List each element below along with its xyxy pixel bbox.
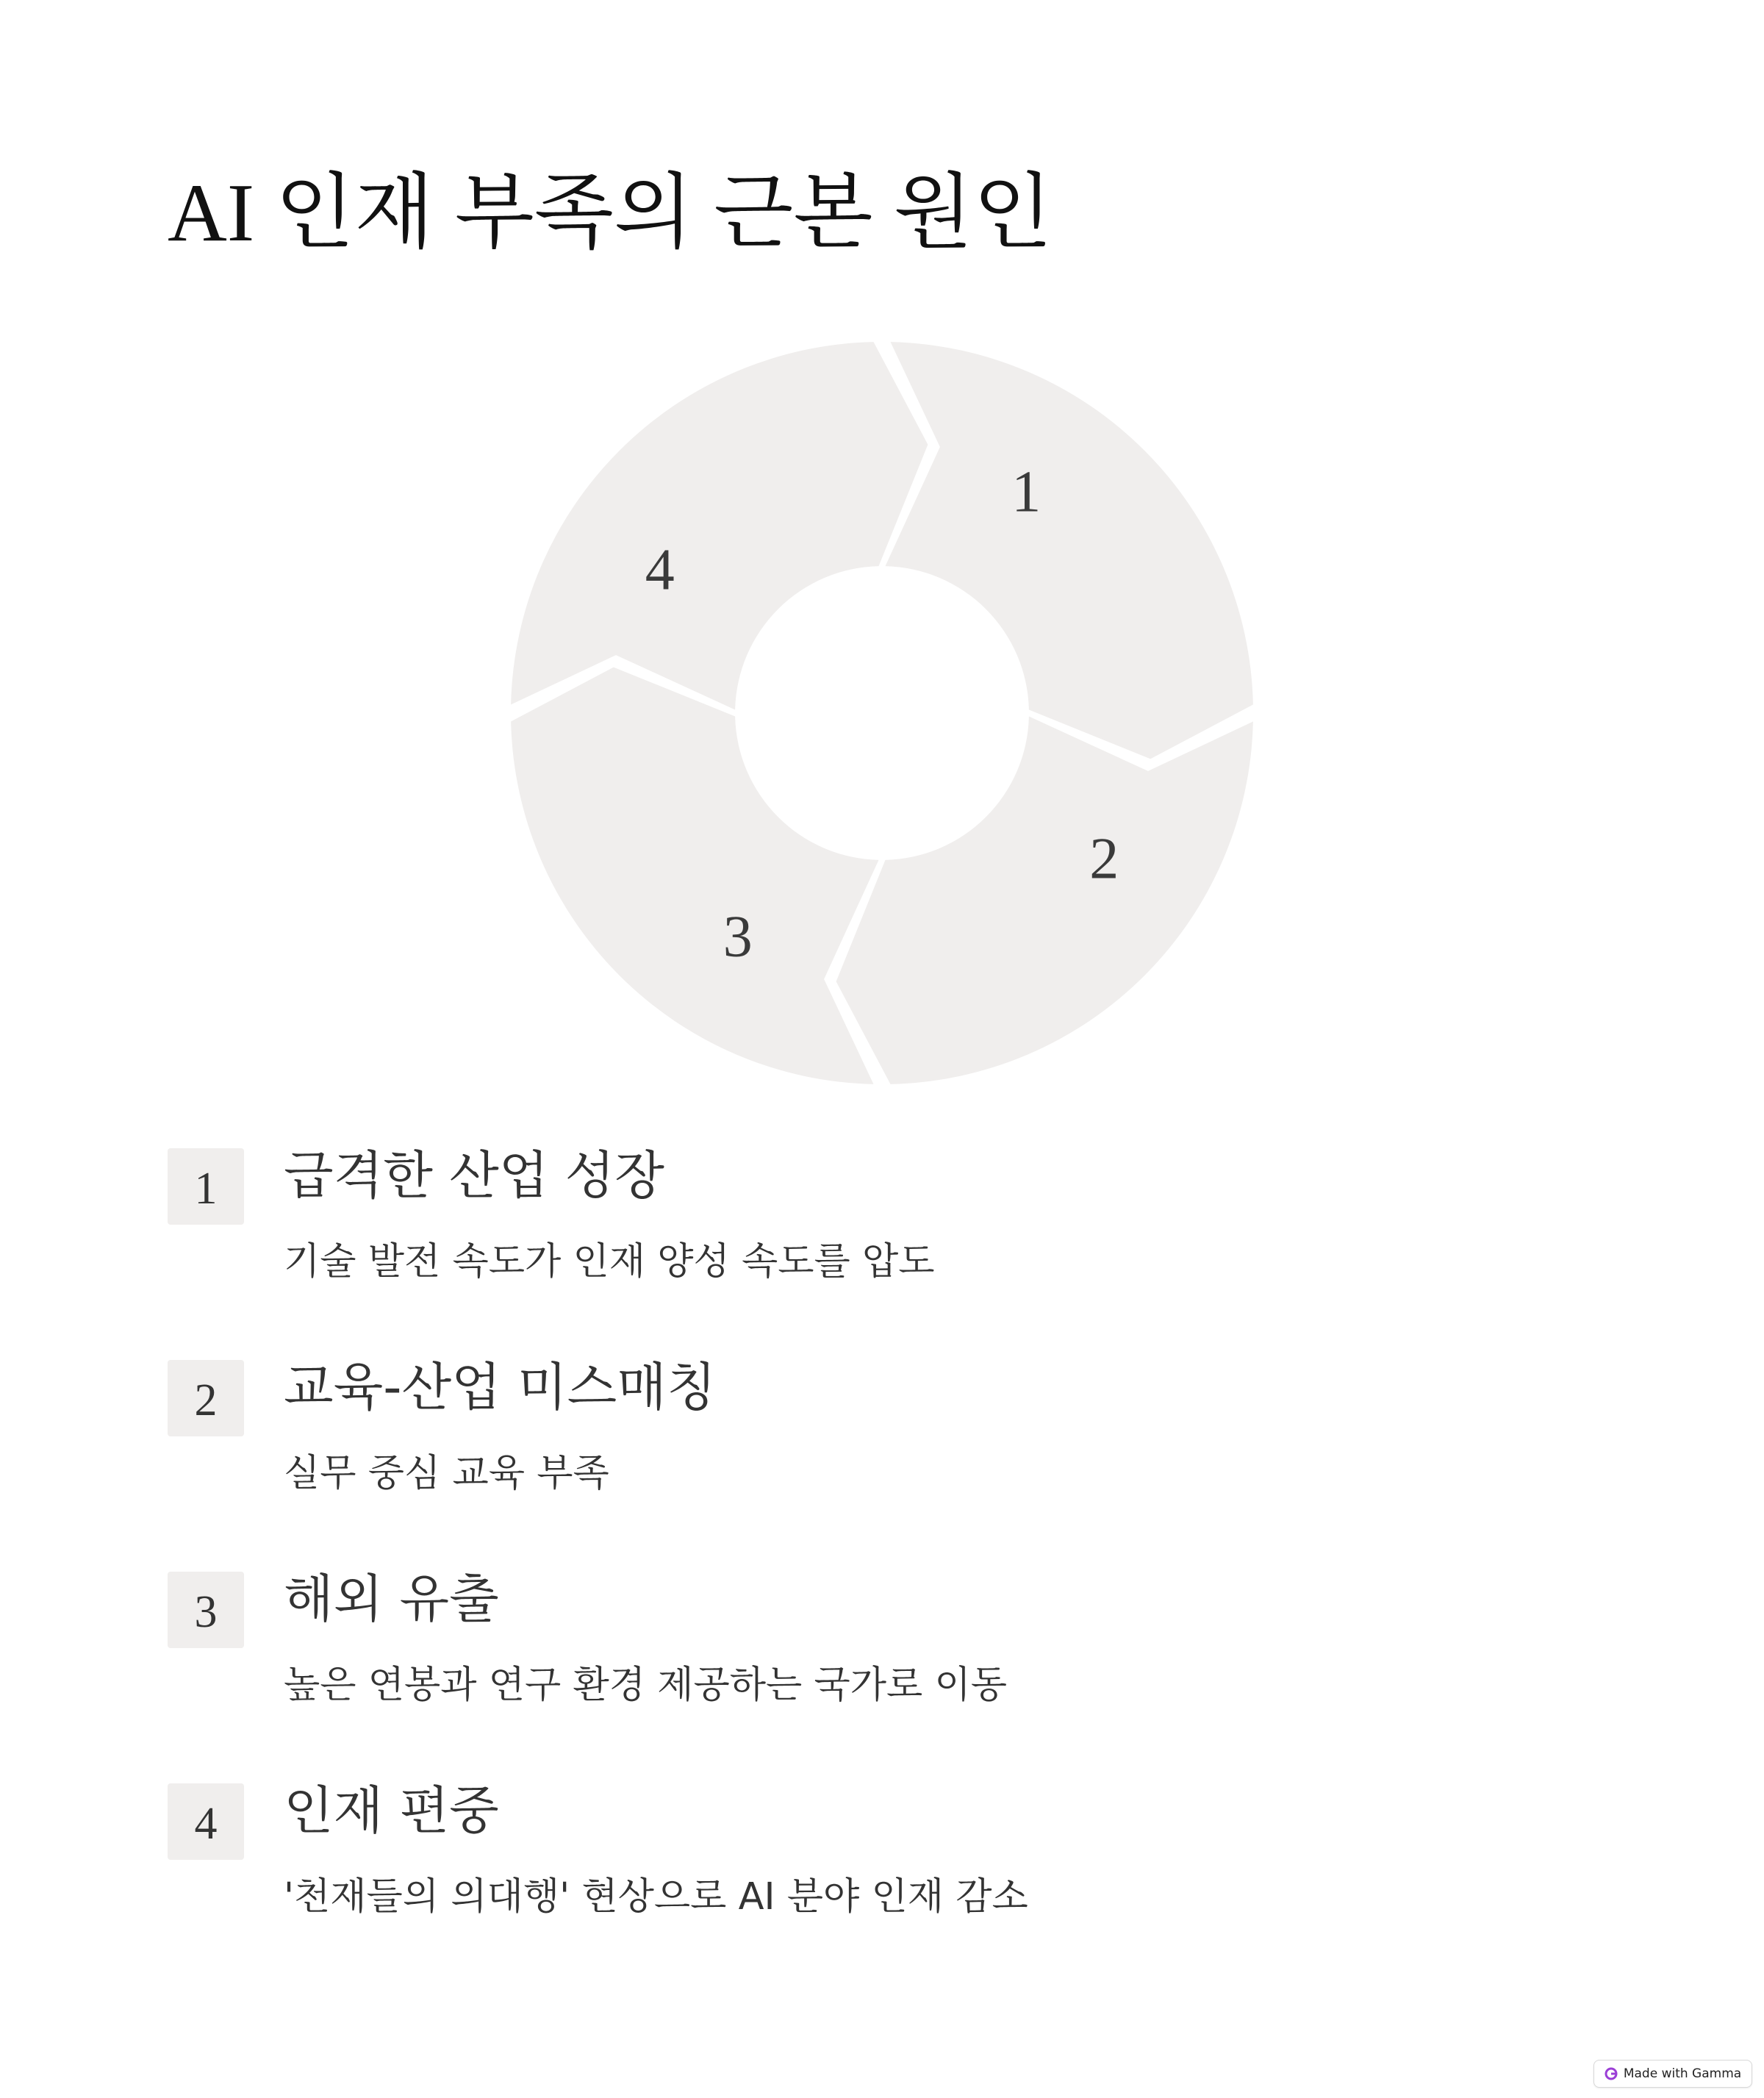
item-description: 높은 연봉과 연구 환경 제공하는 국가로 이동 [284,1664,1008,1707]
item-title: 해외 유출 [284,1569,499,1629]
item-description: 기술 발전 속도가 인재 양성 속도를 압도 [284,1240,935,1283]
cycle-segment-label: 1 [1011,459,1041,525]
item-title: 인재 편중 [284,1780,499,1841]
cycle-segment-label: 2 [1089,826,1119,892]
cycle-segment-1 [886,342,1253,759]
item-number: 1 [194,1164,218,1214]
item-number-box [168,1360,244,1436]
item-description: '천재들의 의대행' 현상으로 AI 분야 인재 감소 [284,1875,1028,1919]
list-item [168,1357,1417,1544]
gamma-logo-icon [1605,2067,1618,2080]
cycle-segment-4 [511,342,928,709]
item-title: 교육-산업 미스매칭 [284,1357,717,1417]
list-item [168,1569,1417,1755]
list-item [168,1780,1417,1967]
item-number: 2 [194,1375,218,1425]
made-with-gamma-badge[interactable] [1593,2060,1752,2088]
item-number: 4 [194,1799,218,1849]
item-number-box [168,1783,244,1860]
badge-label: Made with Gamma [1623,2066,1742,2081]
cycle-segment-2 [836,717,1253,1084]
cycle-segment-3 [511,667,878,1084]
item-number-box [168,1572,244,1648]
item-number: 3 [194,1587,218,1637]
page-title: AI 인재 부족의 근본 원인 [168,168,1053,259]
list-item [168,1145,1417,1332]
item-title: 급격한 산업 성장 [284,1145,664,1206]
cycle-segment-label: 4 [645,537,675,603]
item-description: 실무 중심 교육 부족 [284,1452,609,1495]
cycle-segment-label: 3 [723,904,753,970]
item-number-box [168,1148,244,1225]
